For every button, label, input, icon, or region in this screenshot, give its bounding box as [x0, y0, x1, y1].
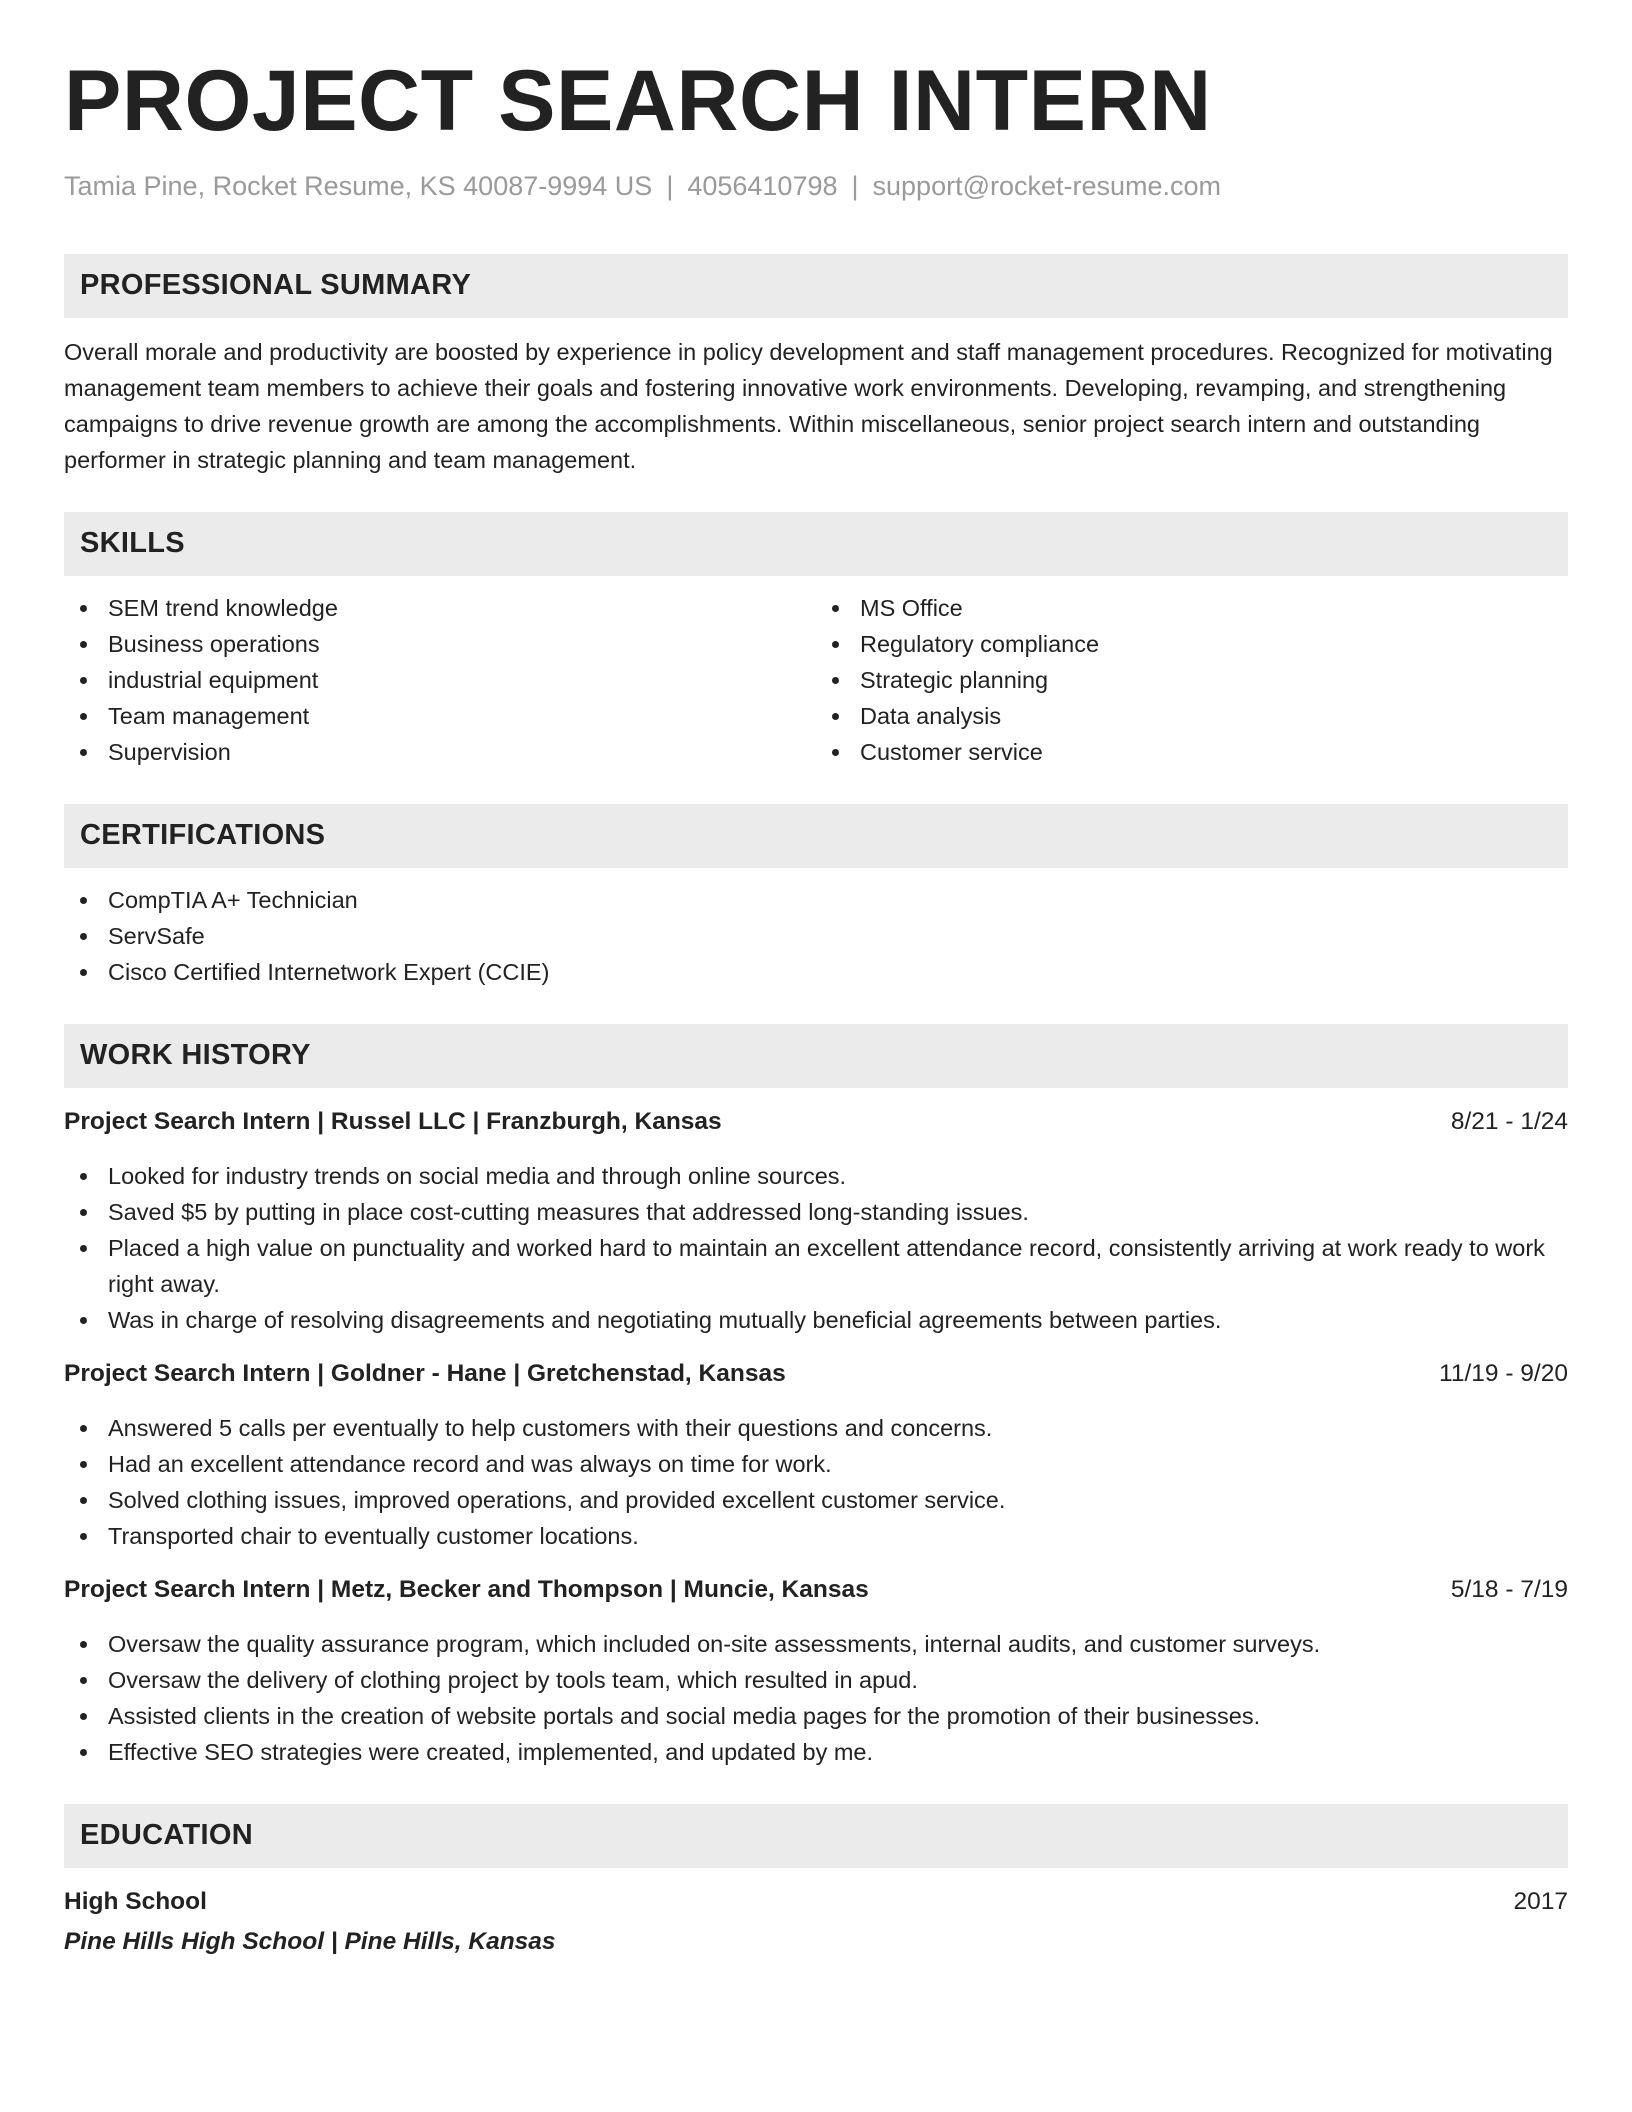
education-degree: High School: [64, 1887, 207, 1915]
skills-column-right: [816, 590, 1568, 770]
skill-item: Team management: [64, 698, 816, 734]
job-entry: [64, 1572, 1568, 1770]
job-bullet: Had an excellent attendance record and was always on time for work.: [64, 1446, 1568, 1482]
job-bullet: Oversaw the delivery of clothing project by tools team, which resulted in apud.: [64, 1662, 1568, 1698]
skill-item: Business operations: [64, 626, 816, 662]
section-heading-certifications: CERTIFICATIONS: [64, 804, 1568, 868]
contact-line: [64, 169, 1568, 204]
skill-item: SEM trend knowledge: [64, 590, 816, 626]
skill-item: Supervision: [64, 734, 816, 770]
job-entry: [64, 1356, 1568, 1554]
education-school: Pine Hills High School | Pine Hills, Kansas: [64, 1927, 556, 1955]
certification-item: Cisco Certified Internetwork Expert (CCIE): [64, 954, 1568, 990]
job-bullet: Was in charge of resolving disagreements and negotiating mutually beneficial agreements between parties.: [64, 1302, 1568, 1338]
job-entry: [64, 1104, 1568, 1338]
section-heading-summary: PROFESSIONAL SUMMARY: [64, 254, 1568, 318]
job-dates: 11/19 - 9/20: [1439, 1359, 1568, 1387]
contact-phone: 4056410798: [687, 170, 838, 201]
job-bullet: Effective SEO strategies were created, implemented, and updated by me.: [64, 1734, 1568, 1770]
certification-item: ServSafe: [64, 918, 1568, 954]
job-dates: 8/21 - 1/24: [1450, 1107, 1568, 1135]
skill-item: MS Office: [816, 590, 1568, 626]
education-year: 2017: [1513, 1887, 1568, 1915]
job-bullet: Transported chair to eventually customer locations.: [64, 1518, 1568, 1554]
section-heading-work-history: WORK HISTORY: [64, 1024, 1568, 1088]
job-title: Project Search Intern | Metz, Becker and Thompson | Muncie, Kansas: [64, 1575, 869, 1603]
contact-separator: |: [666, 170, 674, 201]
skills-column-left: [64, 590, 816, 770]
job-bullet: Saved $5 by putting in place cost-cutting measures that addressed long-standing issues.: [64, 1194, 1568, 1230]
section-heading-education: EDUCATION: [64, 1804, 1568, 1868]
job-bullet: Assisted clients in the creation of website portals and social media pages for the promotion of their businesses.: [64, 1698, 1568, 1734]
skill-item: industrial equipment: [64, 662, 816, 698]
contact-separator: |: [851, 170, 859, 201]
job-bullet: Placed a high value on punctuality and worked hard to maintain an excellent attendance record, consistently arriving at work ready to work right away.: [64, 1230, 1568, 1302]
summary-text: Overall morale and productivity are boosted by experience in policy development and staff management procedures. Recognized for motivating management team members to achieve their goals and fostering innovative work environments. Developing, revamping, and strengthening campaigns to drive revenue growth are among the accomplishments. Within miscellaneous, senior project search intern and outstanding performer in strategic planning and team management.: [64, 338, 1553, 473]
education-entry: [64, 1884, 1568, 1960]
contact-address: Tamia Pine, Rocket Resume, KS 40087-9994 US: [64, 170, 653, 201]
resume-name: PROJECT SEARCH INTERN: [64, 53, 1212, 149]
job-dates: 5/18 - 7/19: [1450, 1575, 1568, 1603]
skill-item: Customer service: [816, 734, 1568, 770]
certifications-list: [64, 882, 1568, 990]
job-bullet: Answered 5 calls per eventually to help customers with their questions and concerns.: [64, 1410, 1568, 1446]
job-bullet: Solved clothing issues, improved operations, and provided excellent customer service.: [64, 1482, 1568, 1518]
job-title: Project Search Intern | Goldner - Hane | Gretchenstad, Kansas: [64, 1359, 786, 1387]
job-title: Project Search Intern | Russel LLC | Franzburgh, Kansas: [64, 1107, 722, 1135]
contact-email: support@rocket-resume.com: [872, 170, 1222, 201]
job-bullet: Oversaw the quality assurance program, which included on-site assessments, internal audits, and customer surveys.: [64, 1626, 1568, 1662]
skills-list: [64, 590, 1568, 770]
skill-item: Data analysis: [816, 698, 1568, 734]
job-bullet: Looked for industry trends on social media and through online sources.: [64, 1158, 1568, 1194]
certification-item: CompTIA A+ Technician: [64, 882, 1568, 918]
skill-item: Strategic planning: [816, 662, 1568, 698]
skill-item: Regulatory compliance: [816, 626, 1568, 662]
section-heading-skills: SKILLS: [64, 512, 1568, 576]
